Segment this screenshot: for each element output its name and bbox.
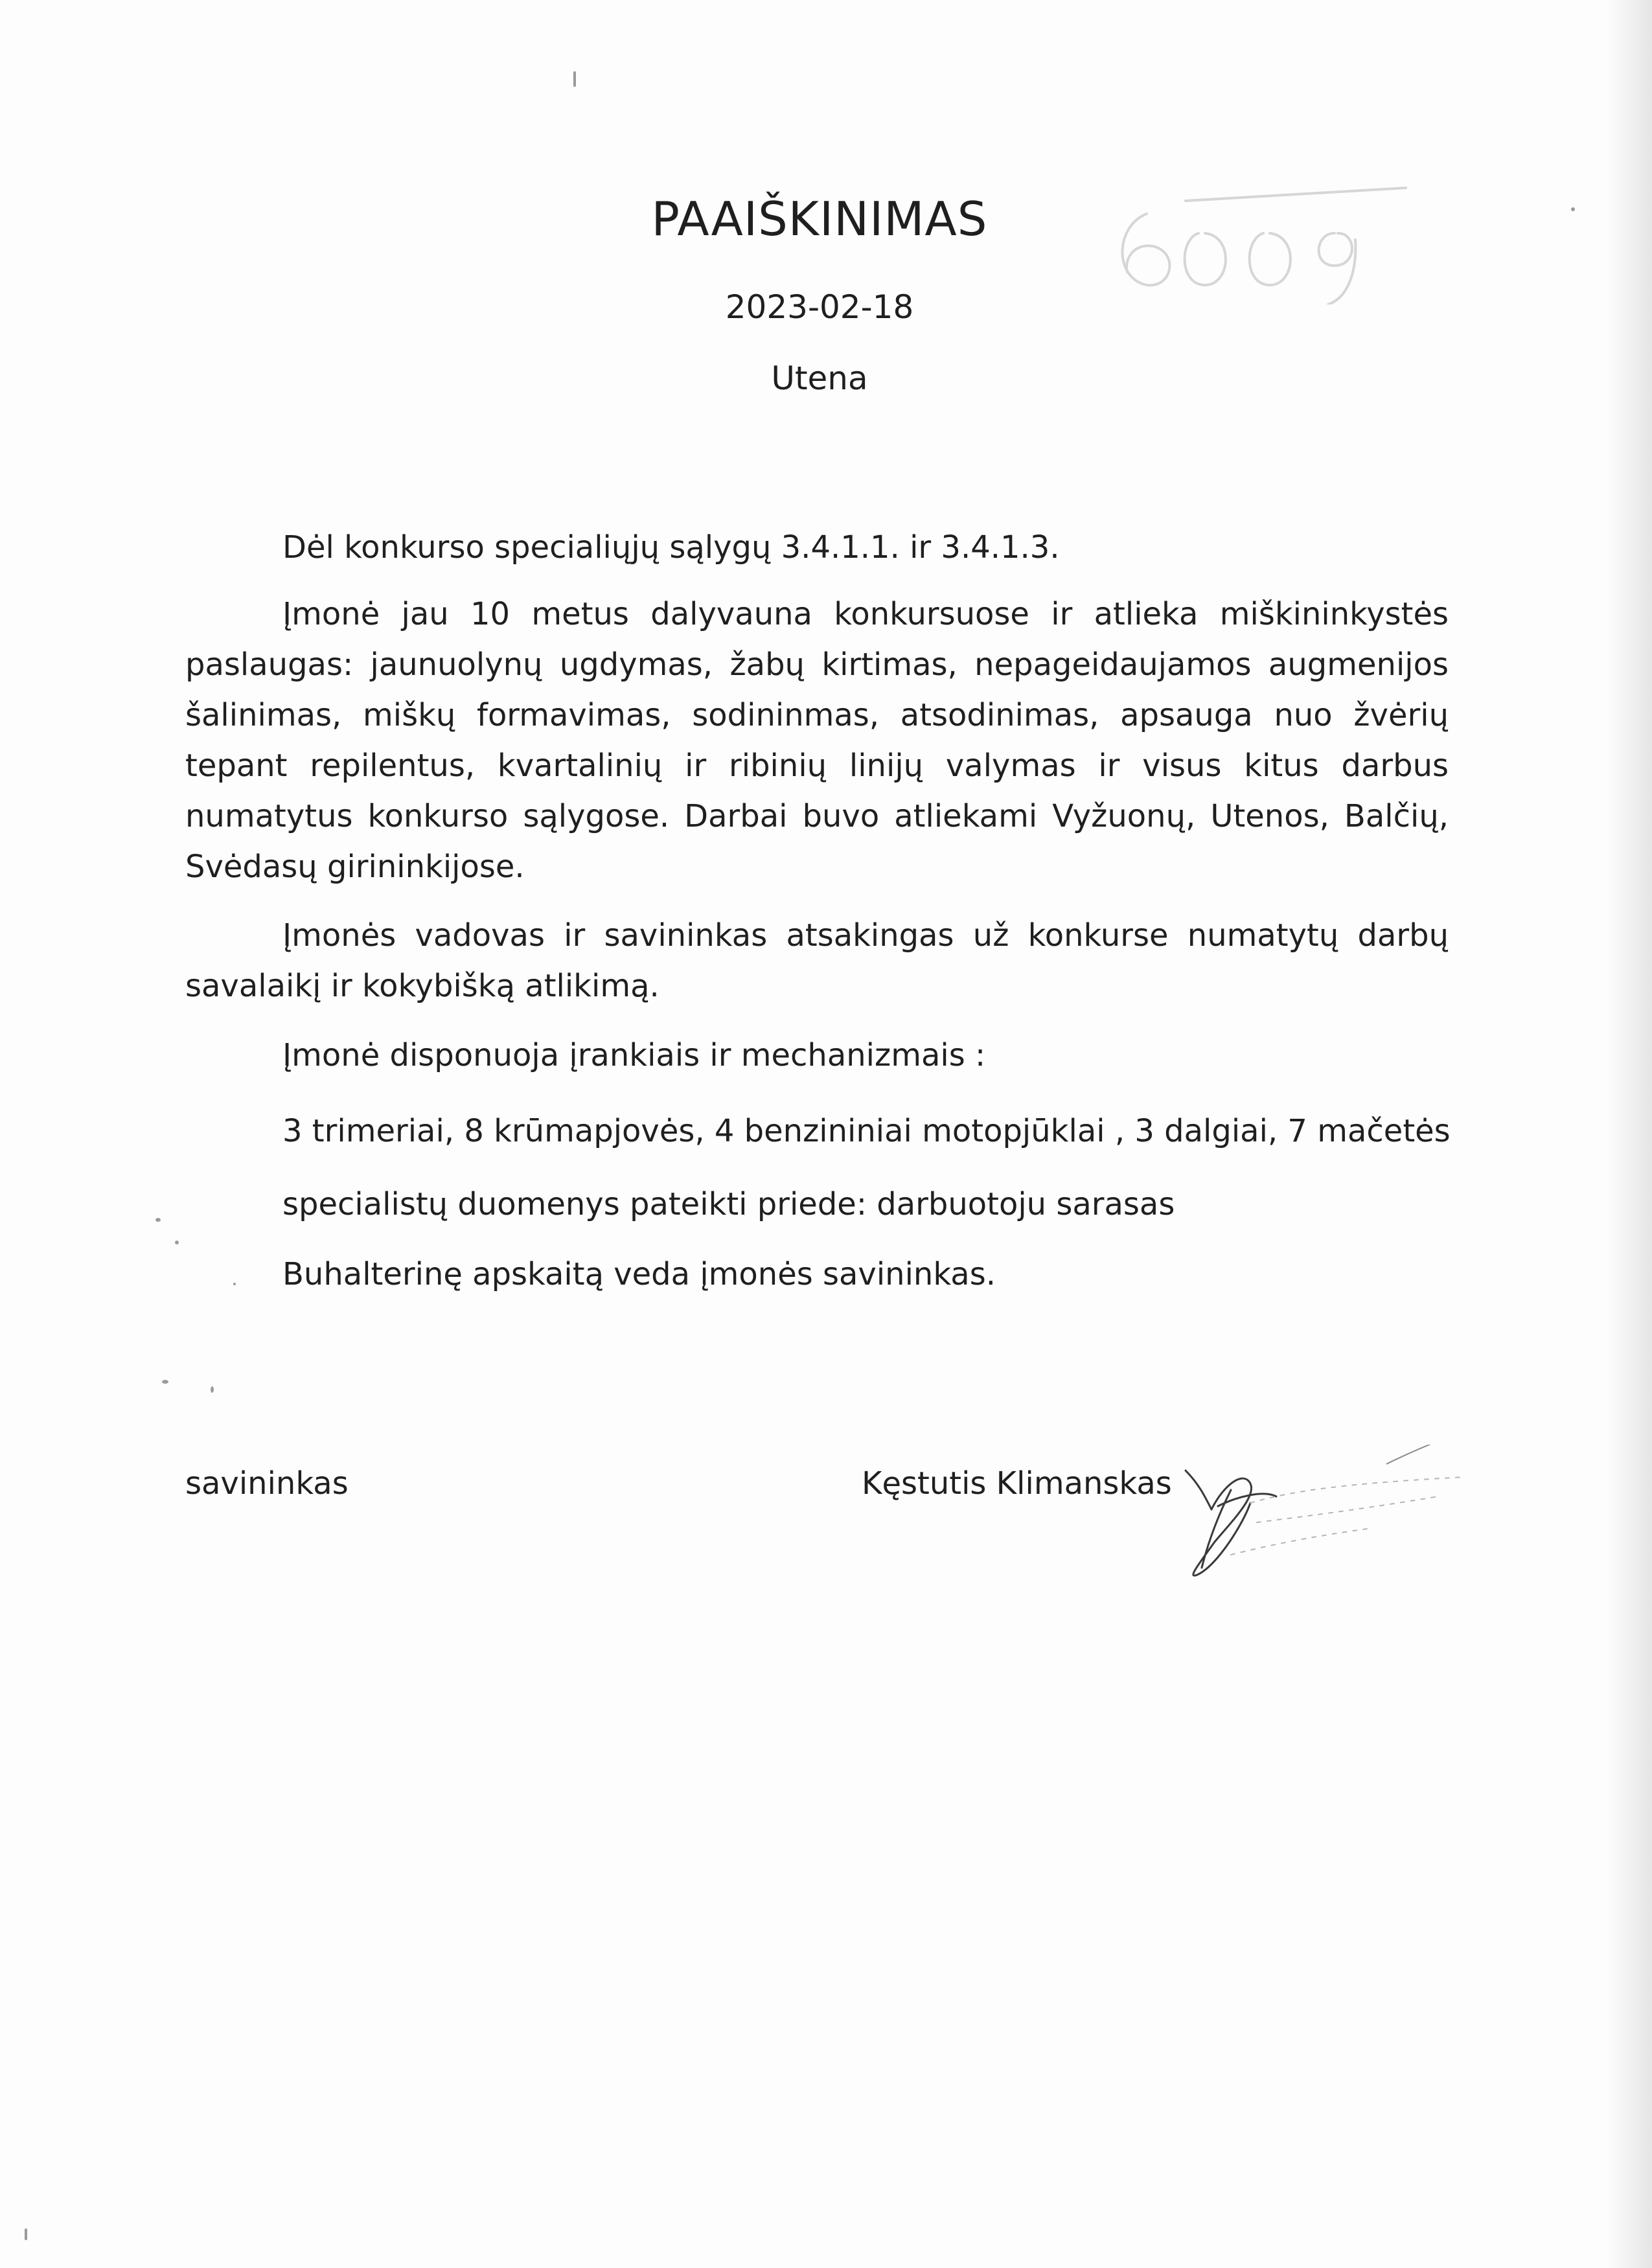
signatory-role: savininkas [185, 1465, 349, 1502]
responsibility-paragraph: Įmonės vadovas ir savininkas atsakingas už konkurse numatytų darbų savalaikį ir kokybišką atlikimą. [185, 917, 1449, 1004]
experience-paragraph: Įmonė jau 10 metus dalyvauna konkursuose ir atlieka miškininkystės paslaugas: jaunuolynų ugdymas, žabų kirtimas, nepageidaujamos augmenijos šalinimas, miškų formavimas, sodininmas, atsodinimas, apsauga nuo žvėrių tepant repilentus, kvartalinių ir ribinių linijų valymas ir visus kitus darbus numatytus konkurso sąlygose. Darbai buvo atliekami Vyžuonų, Utenos, Balčių, Svėdasų girininkijose. [185, 596, 1449, 885]
scan-speck [162, 1380, 168, 1384]
equipment-intro: Įmonė disponuoja įrankiais ir mechanizmais : [282, 1037, 986, 1073]
specialists-note: specialistų duomenys pateikti priede: darbuotoju sarasas [282, 1186, 1175, 1222]
document-date: 2023-02-18 [725, 288, 914, 326]
scan-speck [211, 1386, 214, 1393]
scan-speck [573, 71, 576, 87]
scan-edge-shadow [1607, 0, 1652, 2268]
accounting-note: Buhalterinę apskaitą veda įmonės savininkas. [282, 1256, 996, 1292]
signatory-name: Kęstutis Klimanskas [862, 1465, 1172, 1502]
scan-speck [25, 2228, 27, 2240]
handwritten-signature [1153, 1445, 1490, 1587]
scan-speck [1571, 207, 1575, 211]
document-title: PAAIŠKINIMAS [651, 192, 988, 246]
scan-speck [175, 1241, 179, 1244]
scan-speck [233, 1283, 236, 1285]
subject-line: Dėl konkurso specialiųjų sąlygų 3.4.1.1. ir 3.4.1.3. [282, 529, 1060, 566]
scan-speck [155, 1218, 161, 1222]
equipment-list: 3 trimeriai, 8 krūmapjovės, 4 benzininiai motopjūklai , 3 dalgiai, 7 mačetės [282, 1113, 1451, 1149]
document-city: Utena [771, 360, 868, 397]
